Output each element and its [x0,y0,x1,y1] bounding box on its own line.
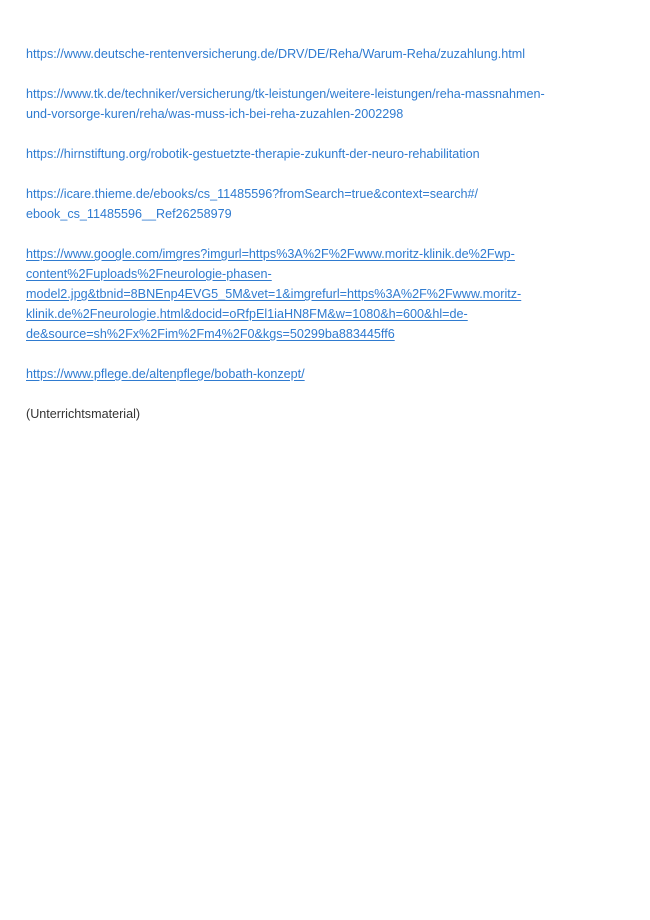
source-note: (Unterrichtsmaterial) [26,407,141,421]
link-text-line: ebook_cs_11485596__Ref26258979 [26,207,232,221]
link-text-line: content%2Fuploads%2Fneurologie-phasen- [26,267,272,281]
link-text-line: https://www.google.com/imgres?imgurl=https%3A%2F%2Fwww.moritz-klinik.de%2Fwp- [26,247,515,261]
link-text-line: https://icare.thieme.de/ebooks/cs_11485596?fromSearch=true&context=search#/ [26,187,479,201]
reference-link-drv-zuzahlung[interactable] [26,44,626,64]
reference-link-hirnstiftung[interactable] [26,144,626,164]
reference-link-pflege-bobath[interactable] [26,364,626,384]
reference-list [26,44,626,424]
link-text-line: klinik.de%2Fneurologie.html&docid=oRfpEl1iaHN8FM&w=1080&h=600&hl=de- [26,307,468,321]
link-text-line: https://www.pflege.de/altenpflege/bobath-konzept/ [26,367,305,381]
reference-link-tk-reha[interactable] [26,84,626,124]
reference-link-thieme-ebook[interactable] [26,184,626,224]
link-text-line: model2.jpg&tbnid=8BNEnp4EVG5_5M&vet=1&imgrefurl=https%3A%2F%2Fwww.moritz- [26,287,522,301]
link-text-line: https://www.tk.de/techniker/versicherung/tk-leistungen/weitere-leistungen/reha-massnahmen- [26,87,545,101]
link-text-line: und-vorsorge-kuren/reha/was-muss-ich-bei-reha-zuzahlen-2002298 [26,107,404,121]
link-text-line: de&source=sh%2Fx%2Fim%2Fm4%2F0&kgs=50299ba883445ff6 [26,327,395,341]
link-text-line: https://hirnstiftung.org/robotik-gestuetzte-therapie-zukunft-der-neuro-rehabilitation [26,147,480,161]
link-text-line: https://www.deutsche-rentenversicherung.de/DRV/DE/Reha/Warum-Reha/zuzahlung.html [26,47,526,61]
reference-link-google-imgres[interactable] [26,244,626,344]
